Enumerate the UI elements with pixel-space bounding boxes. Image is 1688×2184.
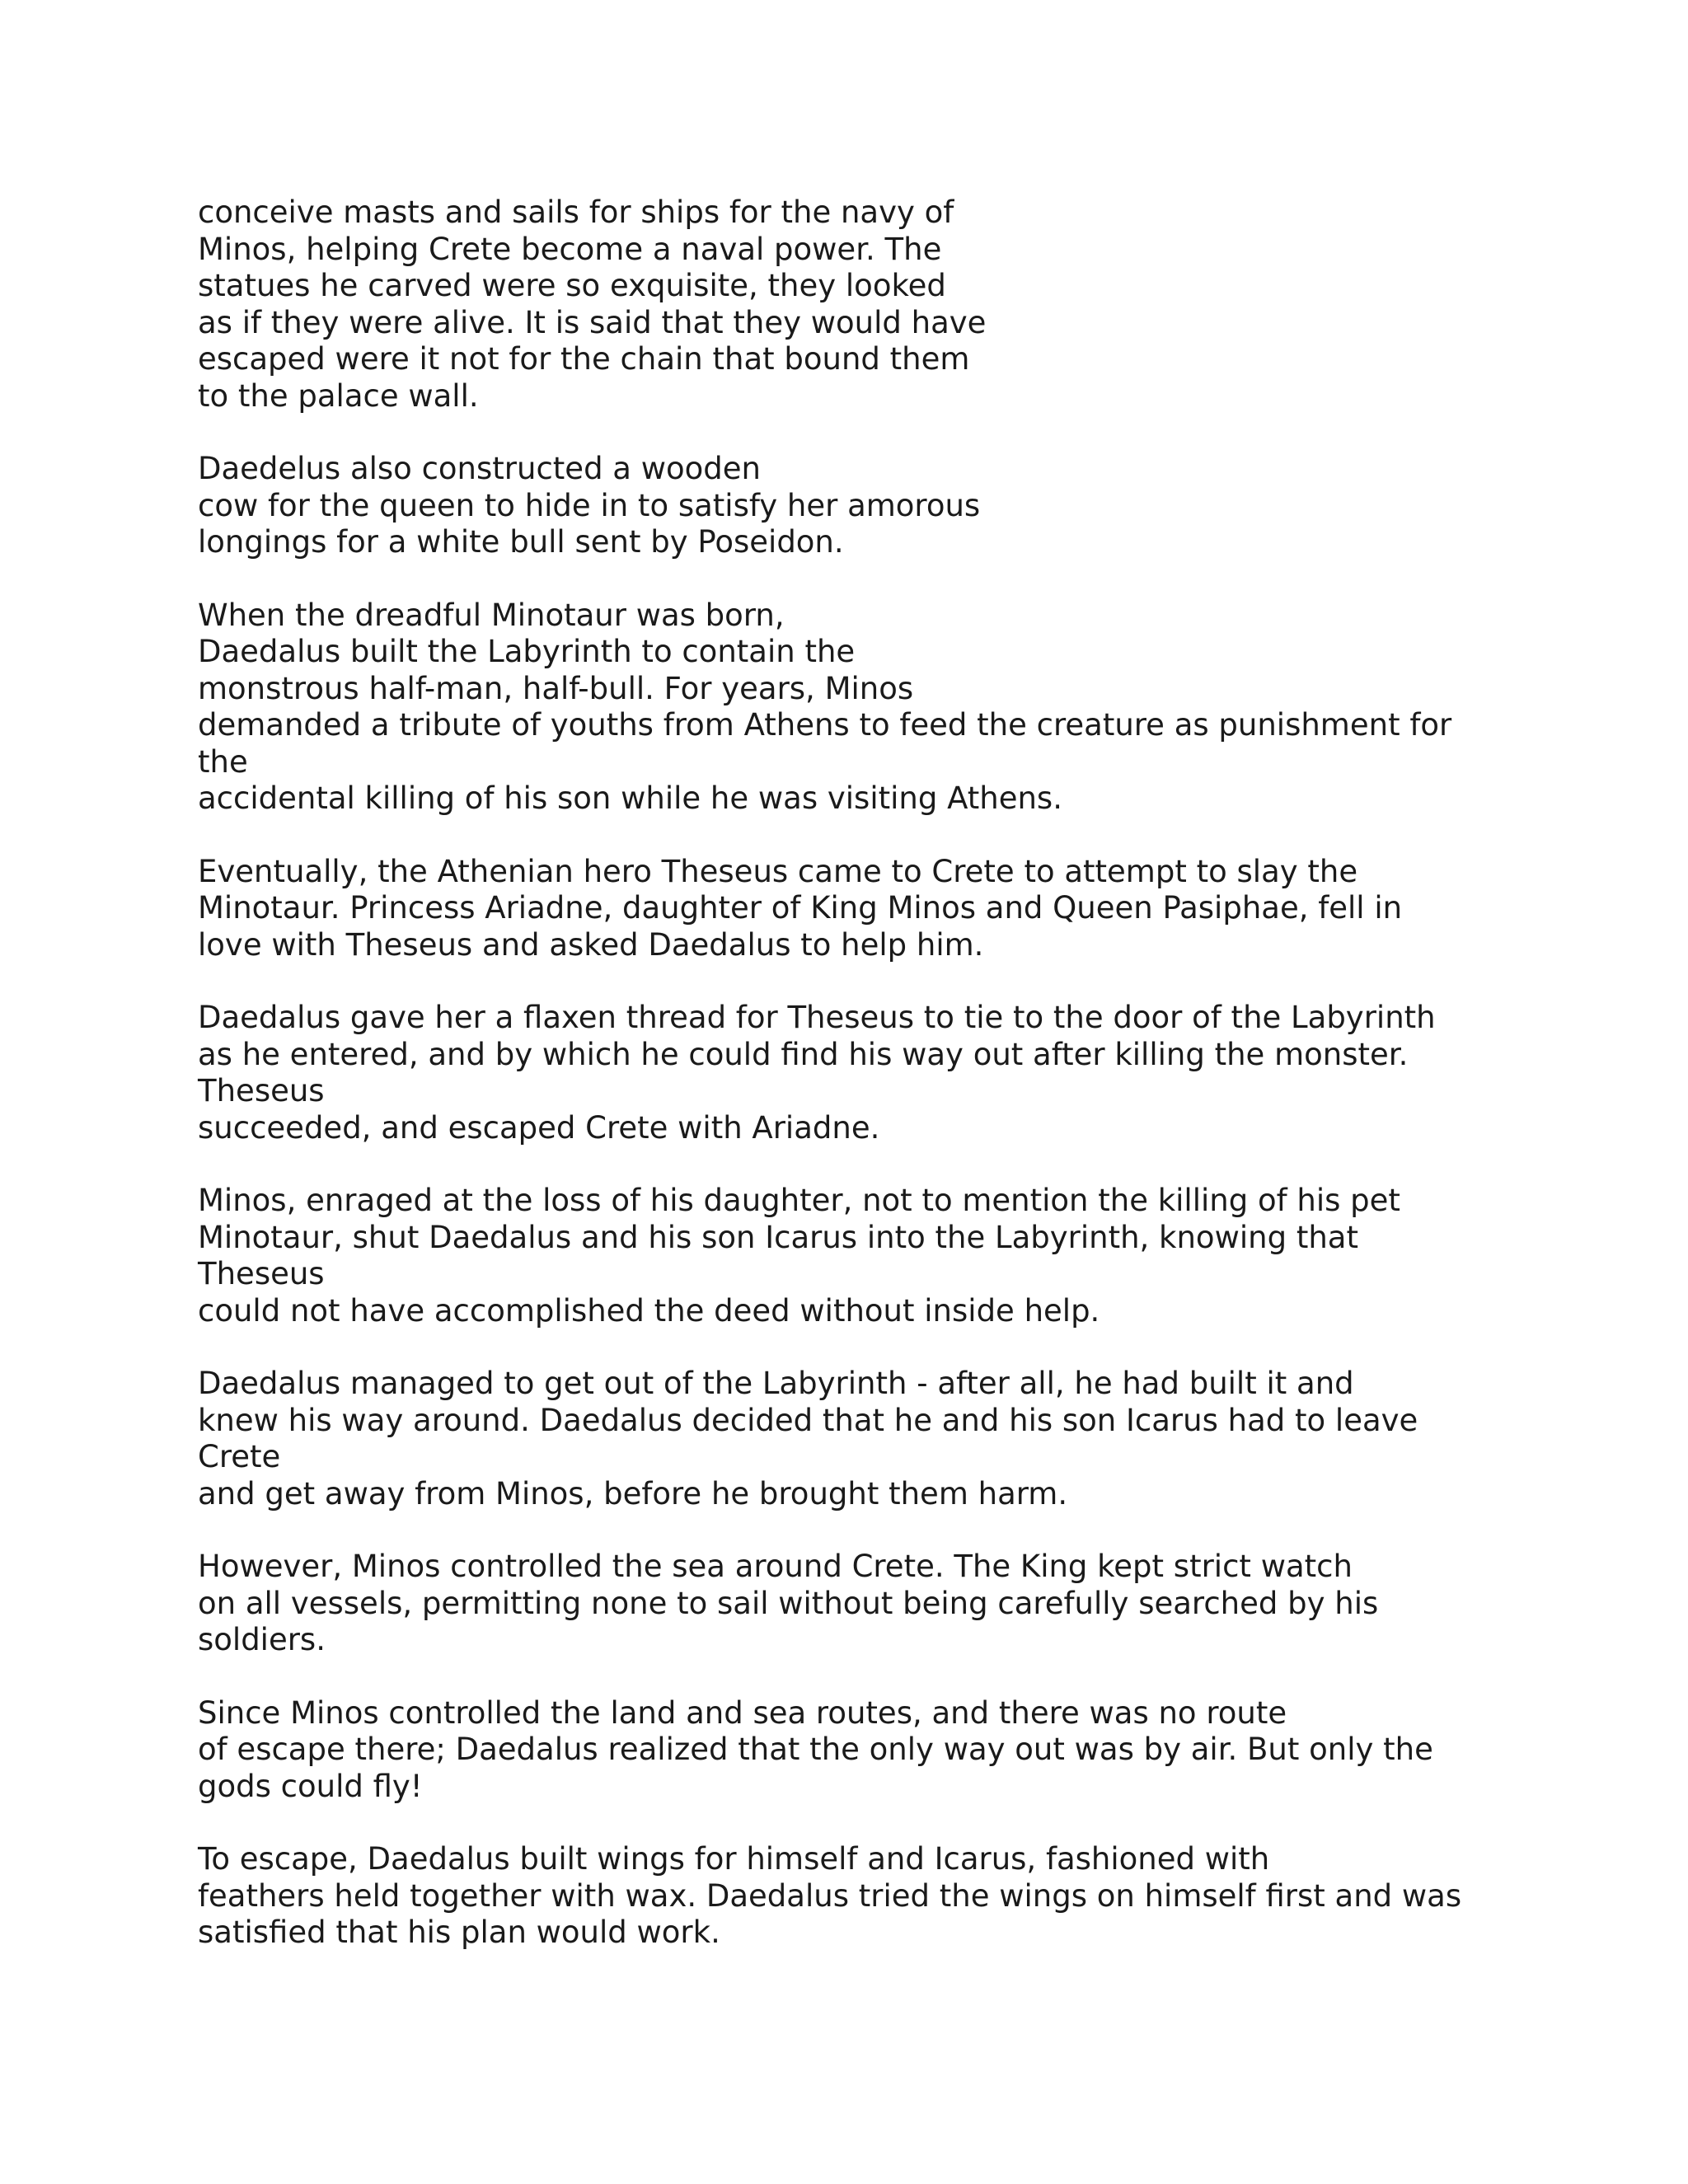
text-line: on all vessels, permitting none to sail without being carefully searched by his [198, 1585, 1379, 1621]
text-line: When the dreadful Minotaur was born, [198, 597, 785, 633]
text-line: Daedalus built the Labyrinth to contain the [198, 634, 856, 669]
text-line: Crete [198, 1439, 281, 1474]
text-line: of escape there; Daedalus realized that the only way out was by air. But only the [198, 1732, 1433, 1767]
text-line: as he entered, and by which he could find his way out after killing the monster. [198, 1036, 1409, 1072]
paragraph [198, 1183, 1533, 1329]
text-line: to the palace wall. [198, 377, 479, 414]
text-line: Theseus [198, 1256, 325, 1291]
text-line: feathers held together with wax. Daedalus tried the wings on himself first and was [198, 1877, 1462, 1914]
text-line: Minotaur, shut Daedalus and his son Icarus into the Labyrinth, knowing that [198, 1219, 1358, 1255]
text-line: statues he carved were so exquisite, they looked [198, 268, 946, 303]
text-line: However, Minos controlled the sea around Crete. The King kept strict watch [198, 1549, 1353, 1584]
paragraph [198, 451, 1533, 561]
paragraph [198, 1000, 1533, 1146]
text-line: knew his way around. Daedalus decided that he and his son Icarus had to leave [198, 1402, 1418, 1438]
paragraph [198, 598, 1533, 818]
text-line: Eventually, the Athenian hero Theseus came to Crete to attempt to slay the [198, 853, 1358, 889]
paragraph [198, 854, 1533, 964]
text-line: succeeded, and escaped Crete with Ariadne. [198, 1109, 880, 1146]
text-line: Minotaur. Princess Ariadne, daughter of King Minos and Queen Pasiphae, fell in [198, 890, 1403, 926]
text-line: could not have accomplished the deed without inside help. [198, 1292, 1100, 1329]
text-line: To escape, Daedalus built wings for himself and Icarus, fashioned with [198, 1841, 1270, 1877]
text-line: the [198, 743, 248, 780]
paragraph [198, 1549, 1533, 1659]
text-line: Daedelus also constructed a wooden [198, 451, 761, 486]
text-line: monstrous half-man, half-bull. For years, Minos [198, 670, 914, 706]
text-line: soldiers. [198, 1622, 326, 1657]
paragraph [198, 1695, 1533, 1806]
text-line: conceive masts and sails for ships for the navy of [198, 194, 954, 230]
text-line: demanded a tribute of youths from Athens to feed the creature as punishment for [198, 707, 1452, 743]
text-line: Daedalus gave her a flaxen thread for Theseus to tie to the door of the Labyrinth [198, 1000, 1436, 1035]
text-line: Minos, enraged at the loss of his daughter, not to mention the killing of his pet [198, 1183, 1400, 1218]
text-line: as if they were alive. It is said that they would have [198, 304, 987, 340]
text-line: love with Theseus and asked Daedalus to help him. [198, 926, 984, 963]
text-line: satisfied that his plan would work. [198, 1915, 720, 1950]
text-line: and get away from Minos, before he brought them harm. [198, 1475, 1068, 1511]
text-line: accidental killing of his son while he was visiting Athens. [198, 780, 1062, 816]
text-line: gods could fly! [198, 1768, 423, 1804]
text-line: cow for the queen to hide in to satisfy her amorous [198, 487, 981, 523]
text-line: Theseus [198, 1073, 325, 1108]
text-line: Minos, helping Crete become a naval power. The [198, 231, 942, 267]
paragraph [198, 1366, 1533, 1512]
text-line: escaped were it not for the chain that bound them [198, 341, 970, 377]
text-line: Daedalus managed to get out of the Labyrinth - after all, he had built it and [198, 1366, 1354, 1401]
paragraph [198, 194, 1533, 415]
text-line: longings for a white bull sent by Poseidon. [198, 524, 844, 560]
paragraph [198, 1841, 1533, 1952]
text-line: Since Minos controlled the land and sea routes, and there was no route [198, 1694, 1287, 1731]
document-body [198, 194, 1533, 1988]
